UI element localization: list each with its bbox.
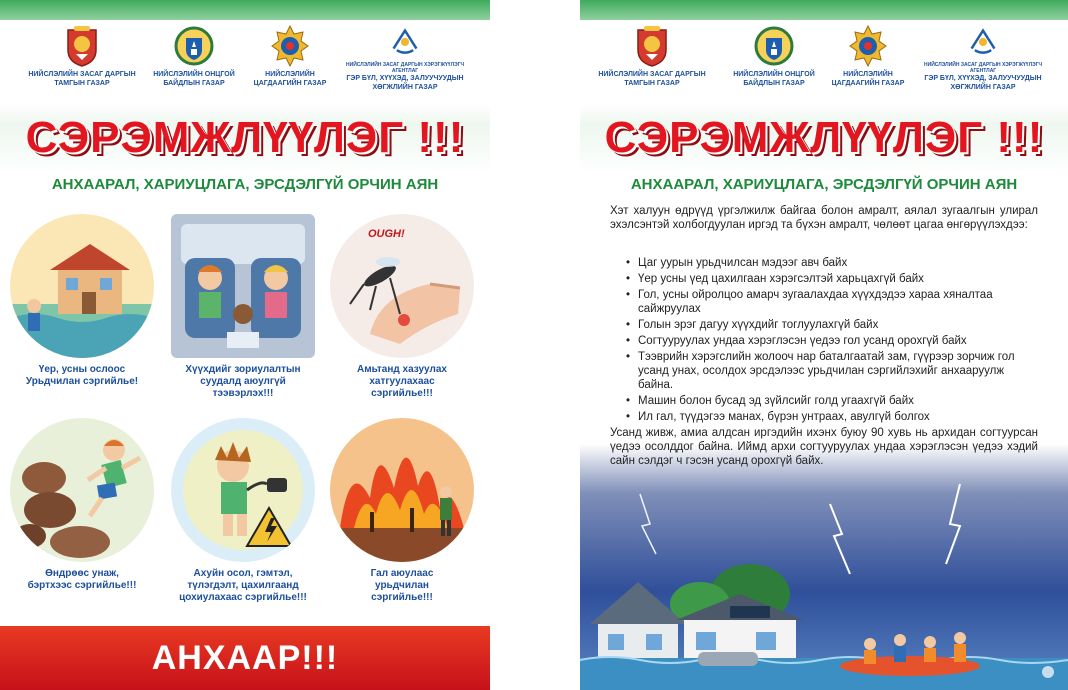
- logo-city-governor: [596, 24, 708, 88]
- list-item: • Тээврийн хэрэгслийн жолооч нар баталгаатай зам, гүүрээр зорчиж гол усанд унах, осолдох эрсдэлээс урьдчилан сэргийлэхийг анхааруулж байна.: [626, 350, 1038, 392]
- list-item: • Гол, усны ойролцоо амарч зугаалахдаа хүүхдэдээ хараа хяналтаа сайжруулах: [626, 288, 1038, 316]
- logo-caption: НИЙСЛЭЛИЙН ЦАГДААГИЙН ГАЗАР: [831, 71, 905, 87]
- logo-family-agency: [918, 24, 1048, 92]
- list-item: • Голын эрэг дагуу хүүхдийг тоглуулахгүй байх: [626, 318, 1038, 332]
- logo-caption: НИЙСЛЭЛИЙН ЦАГДААГИЙН ГАЗАР: [253, 71, 327, 87]
- family-agency-icon: [385, 24, 425, 60]
- logo-row: [580, 24, 1068, 102]
- list-item: • Цаг уурын урьдчилсан мэдээг авч байх: [626, 256, 1038, 270]
- logo-caption: ГЭР БҮЛ, ХҮҮХЭД, ЗАЛУУЧУУДЫН ХӨГЖЛИЙН ГАЗАР: [346, 75, 464, 91]
- logo-police: [812, 24, 924, 88]
- closing-paragraph: Усанд живж, амиа алдсан иргэдийн ихэнх буюу 90 хувь нь архидан согтуурсан үедээ осолддог байна. Иймд архи согтууруулах ундаа хэрэглэсэн үедээ хэдий сайн сэлдэг ч гэсэн усанд орохгүй байх.: [610, 427, 1038, 467]
- top-stripe: [580, 0, 1068, 20]
- attention-banner: [0, 626, 490, 690]
- city-emblem-icon: [632, 24, 672, 68]
- logo-row: [0, 24, 490, 102]
- emergency-agency-icon: [754, 24, 794, 68]
- top-stripe: [0, 0, 490, 20]
- storm-flood-rescue-icon: [580, 444, 1068, 690]
- police-badge-icon: [270, 24, 310, 68]
- hazard-caption: Үер, усны ослоос Урьдчилан сэргийлье!: [25, 364, 139, 387]
- page-title: СЭРЭМЖЛҮҮЛЭГ !!!: [604, 113, 1044, 162]
- falling-child-icon: [10, 418, 154, 562]
- logo-caption: ГЭР БҮЛ, ХҮҮХЭД, ЗАЛУУЧУУДЫН ХӨГЖЛИЙН ГАЗАР: [924, 75, 1042, 91]
- page-title: СЭРЭМЖЛҮҮЛЭГ !!!: [25, 113, 465, 162]
- logo-city-governor: [26, 24, 138, 88]
- hazard-child-seat: [163, 214, 323, 400]
- family-agency-icon: [963, 24, 1003, 60]
- hazard-caption: Амьтанд хазуулах хатгуулахаас сэргийлье!!!: [357, 364, 447, 399]
- list-item: • Машин болон бусад эд зүйлсийг голд угаахгүй байх: [626, 394, 1038, 408]
- hazard-fire: [322, 418, 482, 604]
- poster-rules: [580, 0, 1068, 690]
- logo-caption: НИЙСЛЭЛИЙН ЗАСАГ ДАРГЫН ТАМГЫН ГАЗАР: [598, 71, 706, 87]
- forest-fire-icon: [330, 418, 474, 562]
- hazard-caption: Ахуйн осол, гэмтэл, түлэгдэлт, цахилгаанд цохиулахаас сэргийлье!!!: [179, 568, 307, 603]
- flood-icon: [10, 214, 154, 358]
- logo-family-agency: [340, 24, 470, 92]
- hazard-caption: Хүүхдийг зориулалтын суудалд аюулгүй тээвэрлэх!!!: [185, 364, 301, 399]
- logo-caption: НИЙСЛЭЛИЙН ОНЦГОЙ БАЙДЛЫН ГАЗАР: [153, 71, 235, 87]
- logo-police: [234, 24, 346, 88]
- logo-small-caption: НИЙСЛЭЛИЙН ЗАСАГ ДАРГЫН ХЭРЭГЖҮҮЛЭГЧ АГЕНТЛАГ: [923, 62, 1043, 74]
- city-emblem-icon: [62, 24, 102, 68]
- hazard-caption: Гал аюулаас урьдчилан сэргийлье!!!: [370, 568, 434, 603]
- logo-caption: НИЙСЛЭЛИЙН ОНЦГОЙ БАЙДЛЫН ГАЗАР: [733, 71, 815, 87]
- campaign-subtitle: АНХААРАЛ, ХАРИУЦЛАГА, ЭРСДЭЛГҮЙ ОРЧИН АЯН: [51, 176, 439, 193]
- hazard-fall: [2, 418, 162, 592]
- hazard-electric: [163, 418, 323, 604]
- hazard-caption: Өндрөөс унаж, бэртхээс сэргийлье!!!: [27, 568, 137, 591]
- logo-small-caption: НИЙСЛЭЛИЙН ЗАСАГ ДАРГЫН ХЭРЭГЖҮҮЛЭГЧ АГЕНТЛАГ: [345, 62, 465, 74]
- logo-caption: НИЙСЛЭЛИЙН ЗАСАГ ДАРГЫН ТАМГЫН ГАЗАР: [28, 71, 136, 87]
- list-item: • Үер усны үед цахилгаан хэрэгсэлтэй харьцахгүй байх: [626, 272, 1038, 286]
- attention-text: АНХААР!!!: [151, 639, 339, 677]
- child-car-seat-icon: [171, 214, 315, 358]
- intro-paragraph: Хэт халуун өдрүүд үргэлжилж байгаа болон амралт, аялал зугаалгын улирал эхэлсэнтэй холбогдуулан иргэд та бүхэн амралт, чөлөөт цагаа өнгөрүүлэхдээ:: [610, 205, 1038, 231]
- ough-sign: OUGH!: [368, 228, 405, 240]
- hazard-mosquito: [322, 214, 482, 400]
- emergency-agency-icon: [174, 24, 214, 68]
- poster-hazards: [0, 0, 490, 690]
- list-item: • Ил гал, түүдэгээ манах, бүрэн унтраах, авулгүй болгох: [626, 410, 1038, 424]
- rules-list: [626, 256, 1038, 426]
- hazard-flood: [2, 214, 162, 388]
- electric-shock-icon: [171, 418, 315, 562]
- campaign-subtitle: АНХААРАЛ, ХАРИУЦЛАГА, ЭРСДЭЛГҮЙ ОРЧИН АЯН: [630, 176, 1018, 193]
- police-badge-icon: [848, 24, 888, 68]
- list-item: • Согтууруулах ундаа хэрэглэсэн үедээ гол усанд орохгүй байх: [626, 334, 1038, 348]
